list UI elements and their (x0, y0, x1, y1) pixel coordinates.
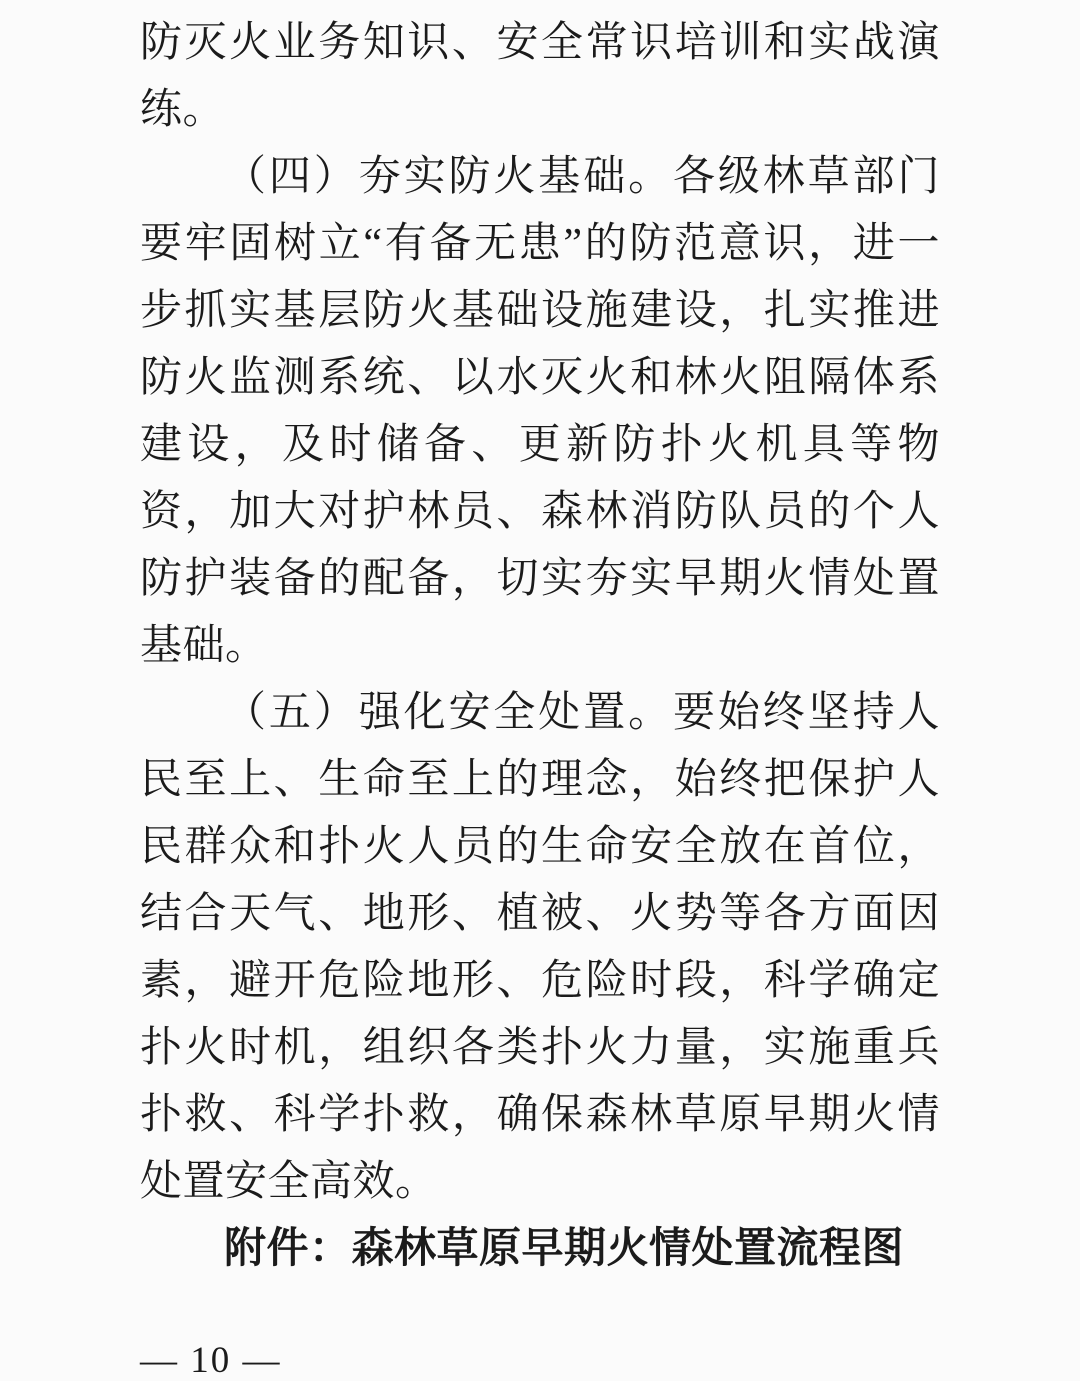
body-paragraph-item-five: （五）强化安全处置。要始终坚持人民至上、生命至上的理念，始终把保护人民群众和扑火人员的生命安全放在首位，结合天气、地形、植被、火势等各方面因素，避开危险地形、危险时段，科学确定扑火时机，组织各类扑火力量，实施重兵扑救、科学扑救，确保森林草原早期火情处置安全高效。 (140, 690, 940, 1205)
attachment-line: 附件：森林草原早期火情处置流程图 (224, 1226, 905, 1272)
page-number: — 10 — (140, 1340, 282, 1381)
body-paragraph-item-four: （四）夯实防火基础。各级林草部门要牢固树立“有备无患”的防范意识，进一步抓实基层防火基础设施建设，扎实推进防火监测系统、以水灭火和林火阻隔体系建设，及时储备、更新防扑火机具等物资，加大对护林员、森林消防队员的个人防护装备的配备，切实夯实早期火情处置基础。 (140, 154, 940, 669)
document-body (140, 10, 940, 1283)
body-paragraph-continuation: 防灭火业务知识、安全常识培训和实战演练。 (140, 20, 940, 133)
